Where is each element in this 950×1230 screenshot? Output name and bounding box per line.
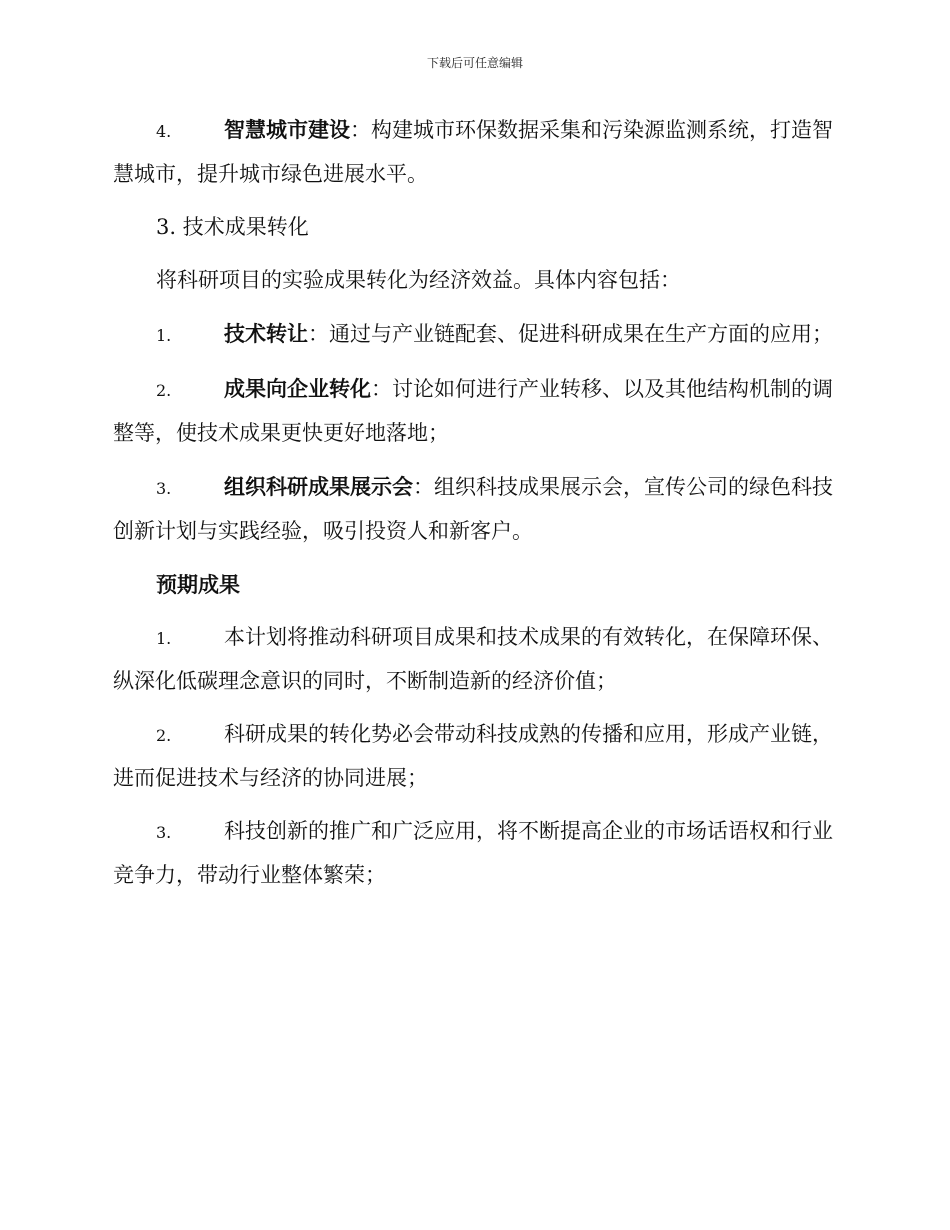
list-number: 3. [156,479,172,498]
list-number: 2. [156,381,172,400]
list-item-smart-city [113,108,835,196]
list-item [113,367,835,455]
list-item [113,810,835,897]
list-term: 成果向企业转化 [224,376,371,401]
list-number: 1. [156,326,172,345]
list-item [113,465,835,553]
document-body [113,108,835,907]
list-text: ：讨论如何进行产业转移、以及其他结构机制的调整等，使技术成果更快更好地落地； [113,377,833,445]
list-text: 科技创新的推广和广泛应用，将不断提高企业的市场话语权和行业竞争力，带动行业整体繁荣； [113,819,833,887]
list-item [113,713,835,800]
list-term: 技术转让 [224,321,308,346]
list-text: ：通过与产业链配套、促进科研成果在生产方面的应用； [308,322,833,346]
list-number: 3. [156,823,172,842]
page-header: 下载后可任意编辑 [426,56,523,70]
section-heading-tech-transfer: 3. 技术成果转化 [156,215,309,239]
list-number: 1. [156,629,172,648]
list-text: 本计划将推动科研项目成果和技术成果的有效转化，在保障环保、纵深化低碳理念意识的同时，不断制造新的经济价值； [113,625,833,693]
list-text: ：构建城市环保数据采集和污染源监测系统，打造智慧城市，提升城市绿色进展水平。 [113,118,833,186]
list-item [113,616,835,703]
list-term: 组织科研成果展示会 [224,474,413,499]
section-heading-expected-results: 预期成果 [156,572,240,597]
list-text: ：组织科技成果展示会，宣传公司的绿色科技创新计划与实践经验，吸引投资人和新客户。 [113,475,833,543]
list-number: 4. [156,122,172,141]
list-term: 智慧城市建设 [224,117,350,142]
section-intro: 将科研项目的实验成果转化为经济效益。具体内容包括： [156,268,681,292]
list-item [113,312,835,357]
list-number: 2. [156,726,172,745]
list-text: 科研成果的转化势必会带动科技成熟的传播和应用，形成产业链，进而促进技术与经济的协同进展； [113,722,833,790]
